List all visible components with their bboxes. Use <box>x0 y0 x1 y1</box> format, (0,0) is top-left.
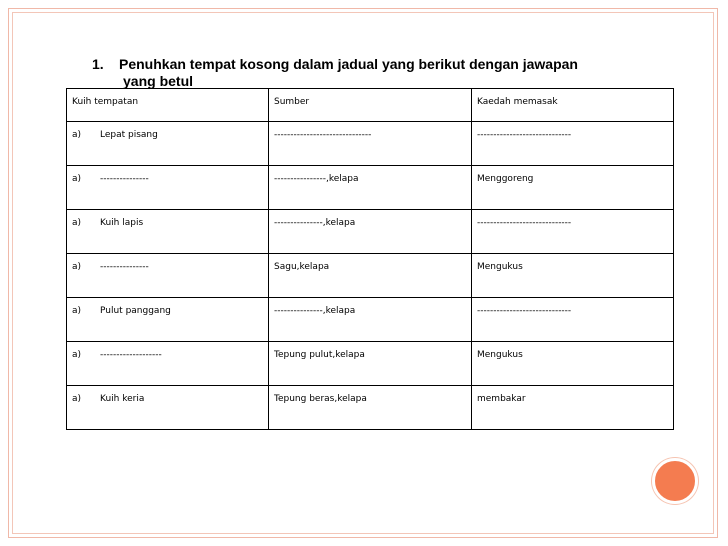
cell-sumber[interactable]: Sagu,kelapa <box>269 254 472 298</box>
cell-kaedah[interactable]: ----------------------------- <box>472 122 674 166</box>
cell-kuih[interactable] <box>67 254 269 298</box>
row-label: a) <box>72 306 82 316</box>
question-heading <box>92 56 652 90</box>
kuih-value: --------------- <box>100 174 149 184</box>
kuih-value: Kuih lapis <box>100 218 144 228</box>
answer-table <box>66 88 674 430</box>
cell-kaedah[interactable]: Menggoreng <box>472 166 674 210</box>
header-kuih: Kuih tempatan <box>67 89 269 122</box>
table-row <box>67 298 674 342</box>
table-row <box>67 122 674 166</box>
cell-sumber[interactable]: ---------------,kelapa <box>269 298 472 342</box>
cell-kuih[interactable] <box>67 342 269 386</box>
cell-sumber[interactable]: ----------------,kelapa <box>269 166 472 210</box>
kuih-value: Lepat pisang <box>100 130 158 140</box>
row-label: a) <box>72 218 82 228</box>
cell-kaedah[interactable]: membakar <box>472 386 674 430</box>
cell-kuih[interactable] <box>67 210 269 254</box>
cell-kuih[interactable] <box>67 298 269 342</box>
kuih-value: --------------- <box>100 262 149 272</box>
row-label: a) <box>72 130 82 140</box>
cell-sumber[interactable]: ---------------,kelapa <box>269 210 472 254</box>
question-text-line2: yang betul <box>123 73 194 89</box>
row-label: a) <box>72 262 82 272</box>
cell-kaedah[interactable]: ----------------------------- <box>472 210 674 254</box>
cell-kuih[interactable] <box>67 166 269 210</box>
kuih-value: Pulut panggang <box>100 306 171 316</box>
cell-sumber[interactable]: ------------------------------ <box>269 122 472 166</box>
row-label: a) <box>72 394 82 404</box>
cell-kuih[interactable] <box>67 122 269 166</box>
row-label: a) <box>72 174 82 184</box>
row-label: a) <box>72 350 82 360</box>
table-row <box>67 342 674 386</box>
header-kaedah: Kaedah memasak <box>472 89 674 122</box>
cell-sumber[interactable]: Tepung pulut,kelapa <box>269 342 472 386</box>
table-row <box>67 386 674 430</box>
cell-kaedah[interactable]: ----------------------------- <box>472 298 674 342</box>
table-row <box>67 210 674 254</box>
table-row <box>67 166 674 210</box>
header-sumber: Sumber <box>269 89 472 122</box>
table-row <box>67 254 674 298</box>
cell-kaedah[interactable]: Mengukus <box>472 254 674 298</box>
decorative-circle <box>652 458 698 504</box>
table-header-row <box>67 89 674 122</box>
question-number: 1. <box>92 56 104 72</box>
cell-kaedah[interactable]: Mengukus <box>472 342 674 386</box>
cell-kuih[interactable] <box>67 386 269 430</box>
question-text-line1: Penuhkan tempat kosong dalam jadual yang berikut dengan jawapan <box>119 56 578 72</box>
cell-sumber[interactable]: Tepung beras,kelapa <box>269 386 472 430</box>
kuih-value: Kuih keria <box>100 394 145 404</box>
kuih-value: ------------------- <box>100 350 162 360</box>
